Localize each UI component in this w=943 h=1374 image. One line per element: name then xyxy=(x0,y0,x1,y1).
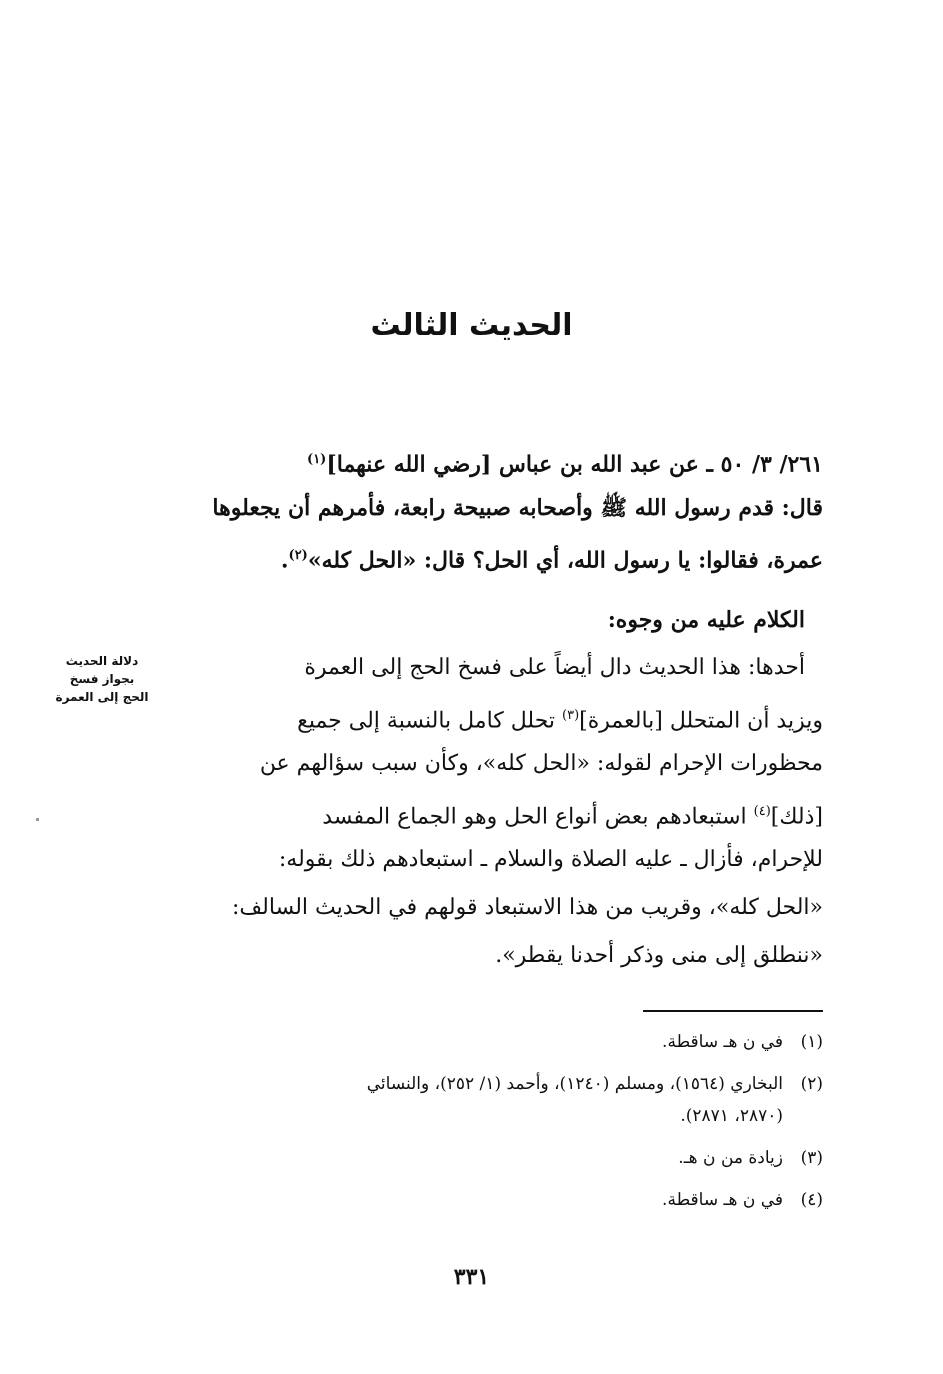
footnote-number: (٢) xyxy=(800,1074,823,1094)
hadith-line xyxy=(120,532,823,580)
footnote-separator xyxy=(643,1010,823,1012)
footnote-number: (٣) xyxy=(800,1148,823,1168)
section-heading: الحديث الثالث xyxy=(370,308,573,343)
hadith-line-text: عمرة، فقالوا: يا رسول الله، أي الحل؟ قال: «الحل كله» xyxy=(307,547,823,574)
footnote xyxy=(120,1142,823,1174)
margin-note xyxy=(52,652,152,706)
footnote-number: (١) xyxy=(800,1032,823,1052)
commentary-title: الكلام عليه من وجوه: xyxy=(607,607,805,633)
footnote-ref: (٣) xyxy=(562,708,580,723)
commentary-line-text: استبعادهم بعض أنواع الحل وهو الجماع المفسد xyxy=(322,804,747,830)
commentary-line: محظورات الإحرام لقوله: «الحل كله»، وكأن سبب سؤالهم عن xyxy=(259,751,823,776)
page-number: ٣٣١ xyxy=(453,1264,490,1290)
footnote-continuation: (٢٨٧٠، ٢٨٧١). xyxy=(680,1106,783,1126)
commentary-line: للإحرام، فأزال ـ عليه الصلاة والسلام ـ استبعادهم ذلك بقوله: xyxy=(278,847,823,872)
commentary-line xyxy=(120,788,823,836)
commentary-line-text: [ذلك] xyxy=(770,804,823,830)
footnote-text: في ن هـ ساقطة. xyxy=(662,1032,783,1052)
footnote-ref: (٤) xyxy=(753,804,771,819)
commentary-line xyxy=(120,692,823,740)
hadith-line-text: ٢٦١/ ٣/ ٥٠ ـ عن عبد الله بن عباس [رضي الله عنهما] xyxy=(326,451,823,478)
margin-note-line: بجواز فسخ xyxy=(69,672,135,686)
commentary-line: «الحل كله»، وقريب من هذا الاستبعاد قولهم في الحديث السالف: xyxy=(231,895,823,920)
footnotes xyxy=(120,1026,823,1216)
hadith-line xyxy=(120,436,823,484)
hadith-text xyxy=(120,436,823,580)
footnote-text: في ن هـ ساقطة. xyxy=(662,1190,783,1210)
footnote-text: زيادة من ن هـ. xyxy=(678,1148,783,1168)
margin-note-line: الحج إلى العمرة xyxy=(55,690,149,704)
footnote-text: البخاري (١٥٦٤)، ومسلم (١٢٤٠)، وأحمد (١/ ٢٥٢)، والنسائي xyxy=(366,1074,783,1094)
footnote xyxy=(120,1068,823,1132)
commentary-line-text: تحلل كامل بالنسبة إلى جميع xyxy=(297,708,556,734)
margin-note-line: دلالة الحديث xyxy=(65,654,139,668)
hadith-line: قال: قدم رسول الله ﷺ وأصحابه صبيحة رابعة، فأمرهم أن يجعلوها xyxy=(212,495,823,521)
hadith-line-end: . xyxy=(280,547,289,574)
commentary-text xyxy=(120,596,823,980)
footnote xyxy=(120,1026,823,1058)
footnote-ref: (٢) xyxy=(288,548,308,563)
commentary-line: «ننطلق إلى منى وذكر أحدنا يقطر». xyxy=(495,943,823,968)
commentary-line-text: ويزيد أن المتحلل [بالعمرة] xyxy=(579,708,823,734)
scan-speck xyxy=(36,818,39,821)
footnote-number: (٤) xyxy=(800,1190,823,1210)
commentary-line: أحدها: هذا الحديث دال أيضاً على فسخ الحج إلى العمرة xyxy=(304,655,805,680)
footnote-ref: (١) xyxy=(307,452,327,467)
footnote xyxy=(120,1184,823,1216)
